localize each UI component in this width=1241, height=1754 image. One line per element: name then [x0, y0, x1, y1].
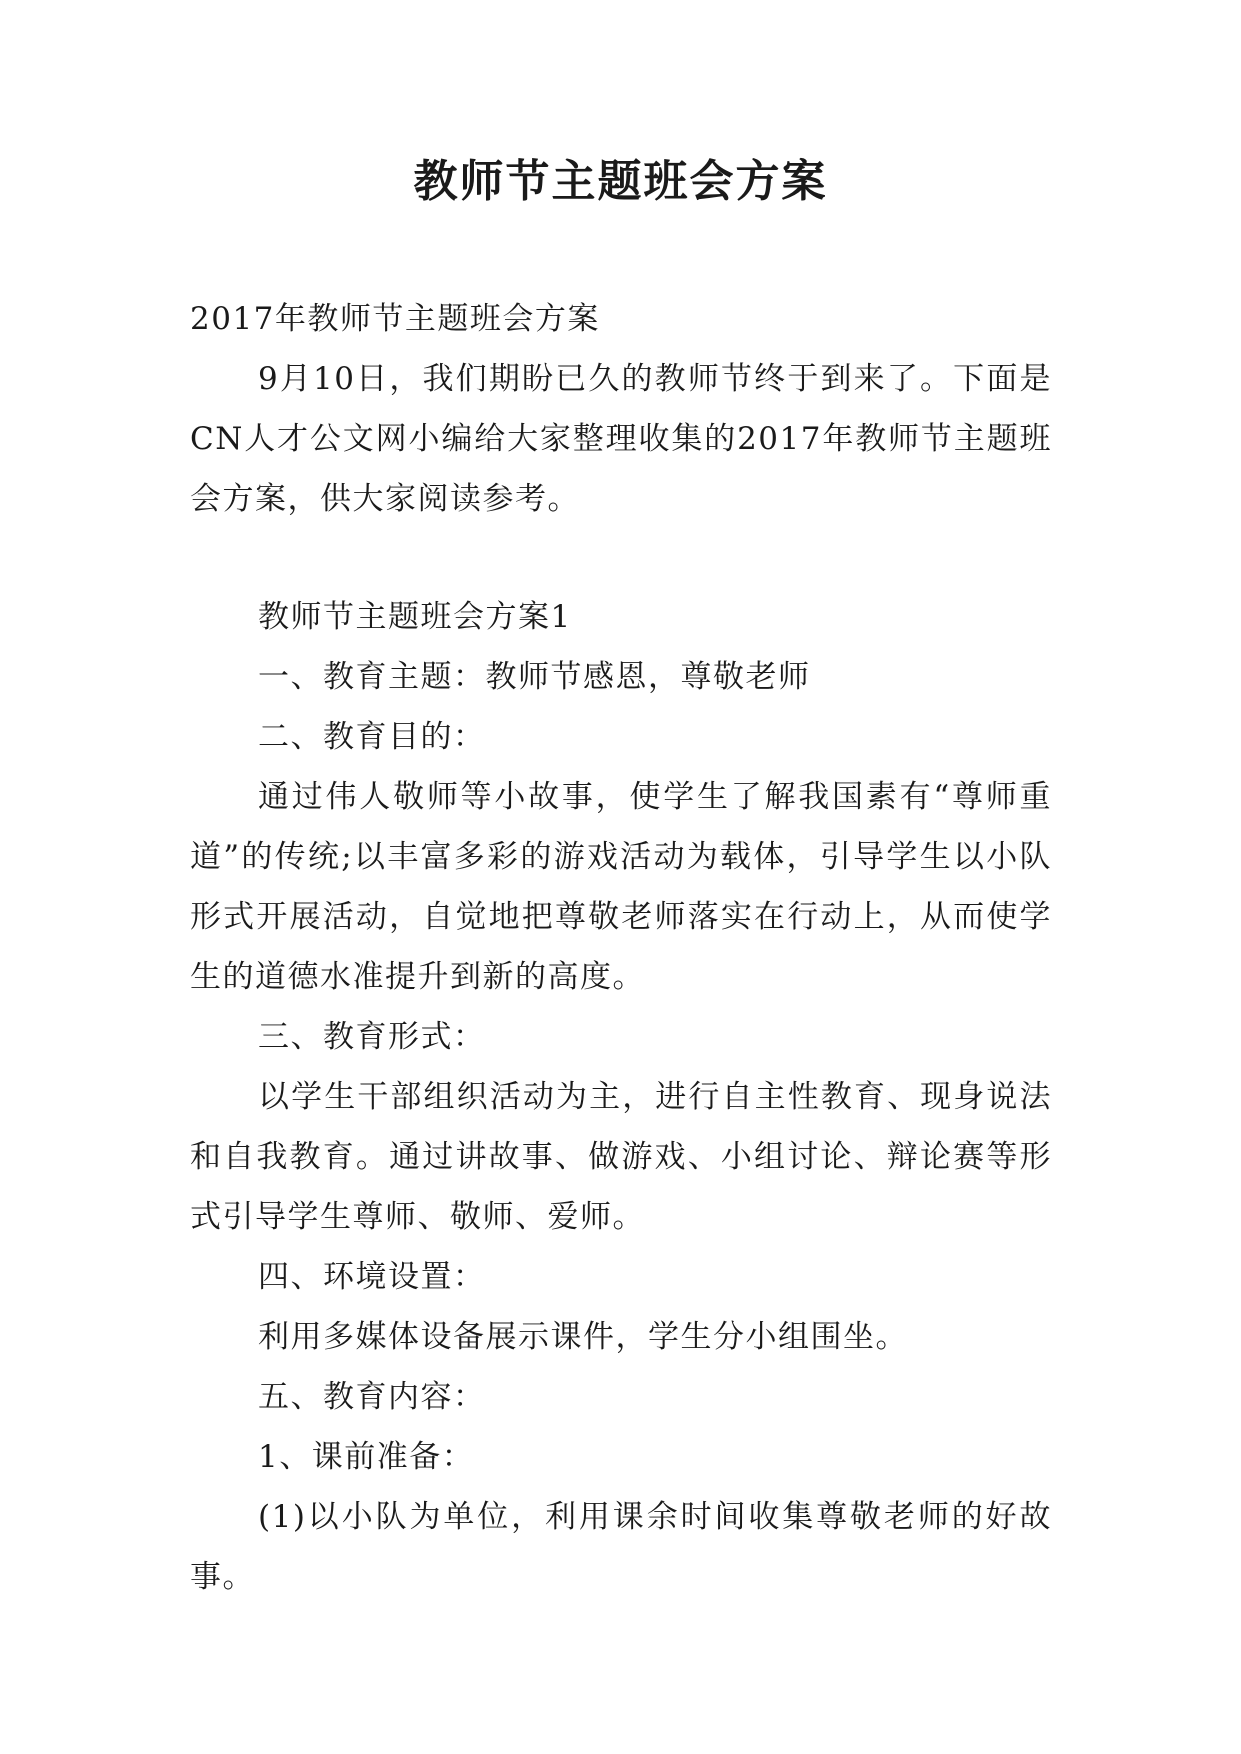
paragraph-environment: 利用多媒体设备展示课件，学生分小组围坐。 — [258, 1319, 908, 1355]
paragraph-preparation-item-1: (1)以小队为单位，利用课余时间收集尊敬老师的好故事。 — [190, 1499, 1052, 1595]
paragraph-subtitle: 2017年教师节主题班会方案 — [190, 301, 600, 337]
paragraph-education-form-heading: 三、教育形式： — [258, 1019, 486, 1055]
paragraph-intro: 9月10日，我们期盼已久的教师节终于到来了。下面是CN人才公文网小编给大家整理收集的2017年教师节主题班会方案，供大家阅读参考。 — [190, 361, 1052, 517]
paragraph-education-purpose: 通过伟人敬师等小故事，使学生了解我国素有“尊师重道”的传统;以丰富多彩的游戏活动为载体，引导学生以小队形式开展活动，自觉地把尊敬老师落实在行动上，从而使学生的道德水准提升到新的高度。 — [190, 779, 1052, 995]
section-heading-plan-1: 教师节主题班会方案1 — [258, 599, 572, 635]
paragraph-preparation-heading: 1、课前准备： — [258, 1439, 475, 1475]
paragraph-education-theme: 一、教育主题：教师节感恩，尊敬老师 — [258, 659, 811, 695]
document-body — [190, 289, 1052, 1607]
document-title: 教师节主题班会方案 — [413, 156, 828, 207]
paragraph-content-heading: 五、教育内容： — [258, 1379, 486, 1415]
paragraph-environment-heading: 四、环境设置： — [258, 1259, 486, 1295]
paragraph-gap — [190, 529, 1052, 587]
paragraph-education-form: 以学生干部组织活动为主，进行自主性教育、现身说法和自我教育。通过讲故事、做游戏、小组讨论、辩论赛等形式引导学生尊师、敬师、爱师。 — [190, 1079, 1052, 1235]
paragraph-education-purpose-heading: 二、教育目的： — [258, 719, 486, 755]
